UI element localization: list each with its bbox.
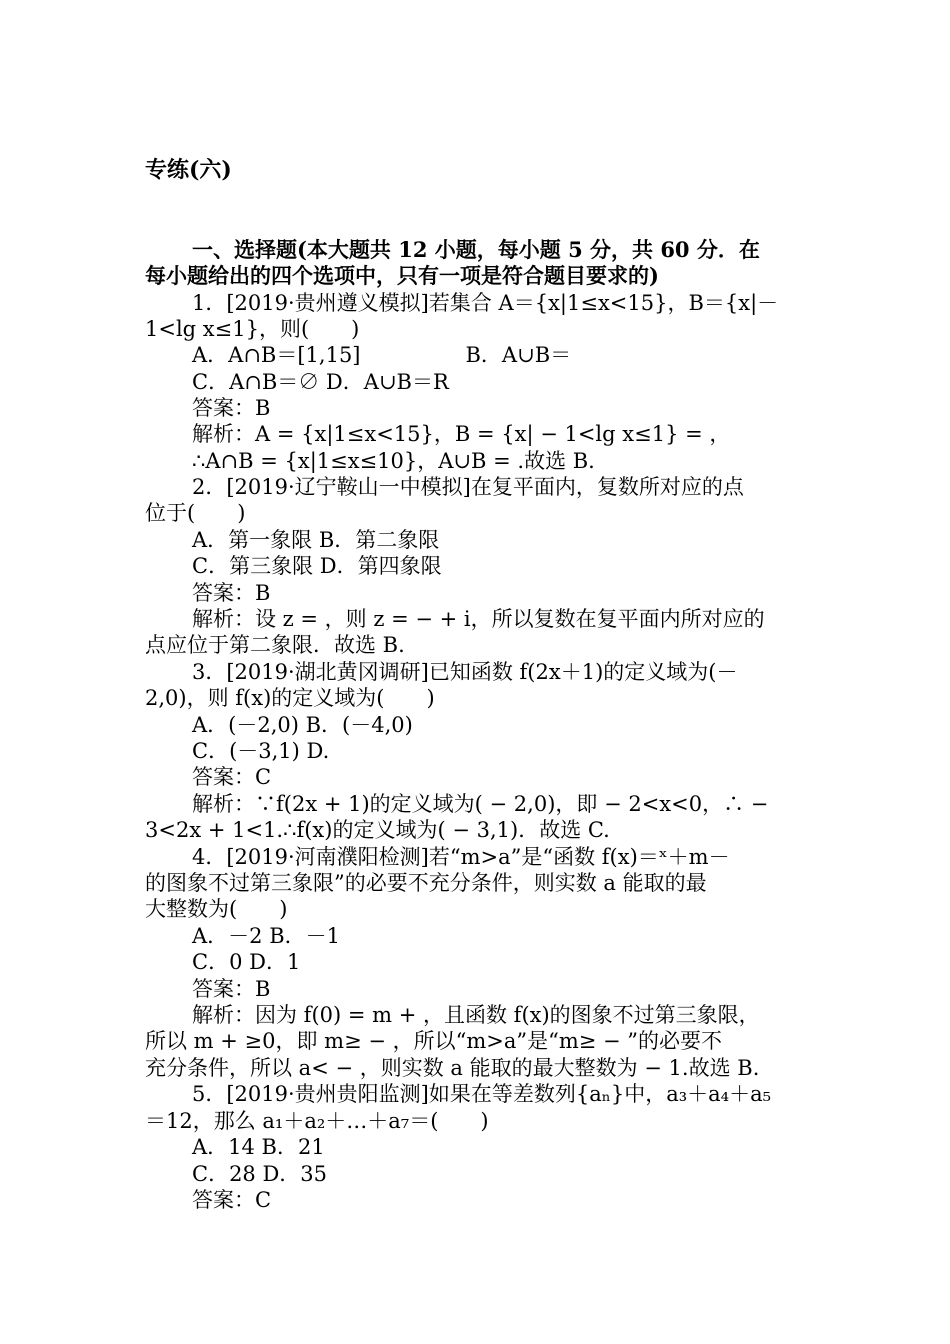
q1-options-cd: C．A∩B＝∅ D．A∪B＝R [192,370,449,394]
q2-stem-cont: 位于( ) [145,501,246,525]
q5-stem-cont: ＝12，那么 a₁＋a₂＋…＋a₇＝( ) [145,1109,489,1133]
section-heading: 一、选择题(本大题共 12 小题，每小题 5 分，共 60 分．在 [192,237,760,262]
q2-analysis-cont: 点应位于第二象限．故选 B. [145,633,405,657]
q2-options-ab: A．第一象限 B．第二象限 [192,528,440,552]
q4-stem-cont: 的图象不过第三象限”的必要不充分条件，则实数 a 能取的最 [145,871,707,895]
q4-stem-cont-2: 大整数为( ) [145,897,288,921]
q4-analysis-cont-2: 充分条件，所以 a< − ，则实数 a 能取的最大整数为 − 1.故选 B. [145,1056,760,1080]
q1-stem-cont: 1<lg x≤1}，则( ) [145,317,360,341]
q4-options-ab: A．－2 B．－1 [192,924,340,948]
q3-answer: 答案：C [192,765,272,789]
page-title: 专练(六) [145,157,232,183]
q3-options-cd: C．(－3,1) D. [192,739,330,763]
q4-analysis: 解析：因为 f(0) = m + ，且函数 f(x)的图象不过第三象限， [192,1003,760,1027]
q4-analysis-cont: 所以 m + ≥0，即 m≥ − ，所以“m>a”是“m≥ − ”的必要不 [145,1029,723,1053]
q2-answer: 答案：B [192,581,271,605]
q1-options-ab: A．A∩B＝[1,15] B．A∪B＝ [192,343,572,367]
q3-options-ab: A．(－2,0) B．(－4,0) [192,713,413,737]
q1-analysis-cont: ∴A∩B = {x|1≤x≤10}，A∪B = .故选 B. [192,449,595,473]
q5-options-cd: C．28 D．35 [192,1162,328,1186]
q3-analysis: 解析：∵f(2x + 1)的定义域为( − 2,0)，即 − 2<x<0，∴ − [192,792,769,816]
q4-answer: 答案：B [192,977,271,1001]
q3-stem-cont: 2,0)，则 f(x)的定义域为( ) [145,686,435,710]
q3-stem: 3．[2019·湖北黄冈调研]已知函数 f(2x＋1)的定义域为(－ [192,660,738,684]
q2-options-cd: C．第三象限 D．第四象限 [192,554,442,578]
q1-analysis: 解析：A = {x|1≤x<15}，B = {x| − 1<lg x≤1} = ， [192,422,731,446]
q1-stem: 1．[2019·贵州遵义模拟]若集合 A＝{x|1≤x<15}，B＝{x|－ [192,291,779,315]
q3-analysis-cont: 3<2x + 1<1.∴f(x)的定义域为( − 3,1)．故选 C. [145,818,610,842]
q2-stem: 2．[2019·辽宁鞍山一中模拟]在复平面内，复数所对应的点 [192,475,744,499]
q5-answer: 答案：C [192,1188,272,1212]
q4-options-cd: C．0 D．1 [192,950,301,974]
q2-analysis: 解析：设 z = ，则 z = − + i，所以复数在复平面内所对应的 [192,607,765,631]
q1-answer: 答案：B [192,396,271,420]
q5-options-ab: A．14 B．21 [192,1135,325,1159]
q4-stem: 4．[2019·河南濮阳检测]若“m>a”是“函数 f(x)＝ˣ＋m－ [192,845,730,869]
section-heading-cont: 每小题给出的四个选项中，只有一项是符合题目要求的) [145,263,659,288]
q5-stem: 5．[2019·贵州贵阳监测]如果在等差数列{aₙ}中，a₃＋a₄＋a₅ [192,1082,772,1106]
